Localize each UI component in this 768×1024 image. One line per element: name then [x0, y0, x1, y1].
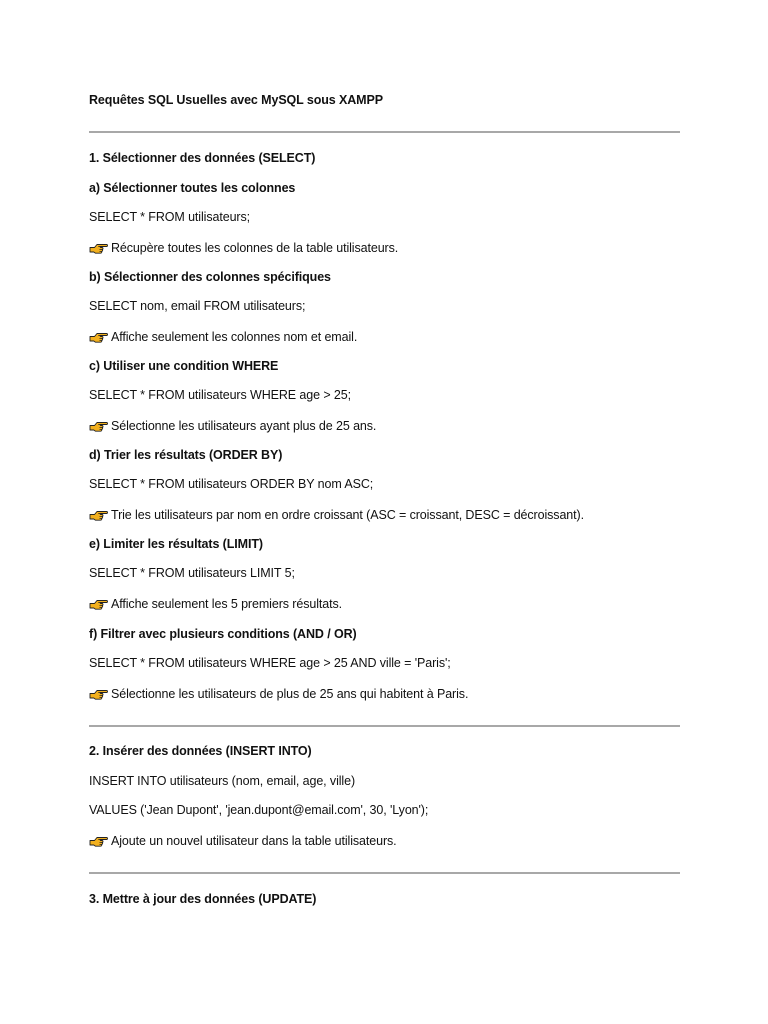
section-3-heading: 3. Mettre à jour des données (UPDATE) — [89, 892, 317, 906]
note-text: Affiche seulement les colonnes nom et email. — [111, 330, 358, 344]
note-line — [89, 418, 376, 434]
code-line: SELECT * FROM utilisateurs ORDER BY nom ASC; — [89, 477, 374, 491]
pointing-hand-icon — [89, 419, 108, 433]
divider — [89, 872, 680, 874]
note-text: Sélectionne les utilisateurs de plus de 25 ans qui habitent à Paris. — [111, 687, 469, 701]
note-line — [89, 240, 398, 256]
code-line: SELECT nom, email FROM utilisateurs; — [89, 299, 306, 313]
pointing-hand-icon — [89, 687, 108, 701]
document-title: Requêtes SQL Usuelles avec MySQL sous XAMPP — [89, 93, 383, 107]
pointing-hand-icon — [89, 508, 108, 522]
note-text: Ajoute un nouvel utilisateur dans la table utilisateurs. — [111, 834, 397, 848]
divider — [89, 131, 680, 133]
subsection-f-heading: f) Filtrer avec plusieurs conditions (AND / OR) — [89, 627, 357, 641]
section-2-heading: 2. Insérer des données (INSERT INTO) — [89, 744, 312, 758]
note-line — [89, 507, 584, 523]
note-text: Récupère toutes les colonnes de la table utilisateurs. — [111, 241, 399, 255]
note-text: Trie les utilisateurs par nom en ordre croissant (ASC = croissant, DESC = décroissant). — [111, 508, 584, 522]
pointing-hand-icon — [89, 597, 108, 611]
subsection-a-heading: a) Sélectionner toutes les colonnes — [89, 181, 296, 195]
subsection-e-heading: e) Limiter les résultats (LIMIT) — [89, 537, 263, 551]
code-line: SELECT * FROM utilisateurs WHERE age > 25; — [89, 388, 351, 402]
note-line — [89, 686, 468, 702]
note-line — [89, 833, 397, 849]
note-line — [89, 596, 342, 612]
subsection-d-heading: d) Trier les résultats (ORDER BY) — [89, 448, 283, 462]
note-text: Sélectionne les utilisateurs ayant plus de 25 ans. — [111, 419, 377, 433]
code-line: SELECT * FROM utilisateurs LIMIT 5; — [89, 566, 295, 580]
note-text: Affiche seulement les 5 premiers résultats. — [111, 597, 342, 611]
section-1-heading: 1. Sélectionner des données (SELECT) — [89, 151, 316, 165]
pointing-hand-icon — [89, 330, 108, 344]
subsection-b-heading: b) Sélectionner des colonnes spécifiques — [89, 270, 331, 284]
code-line: SELECT * FROM utilisateurs; — [89, 210, 251, 224]
pointing-hand-icon — [89, 241, 108, 255]
code-line: SELECT * FROM utilisateurs WHERE age > 25 AND ville = 'Paris'; — [89, 656, 451, 670]
divider — [89, 725, 680, 727]
note-line — [89, 329, 357, 345]
subsection-c-heading: c) Utiliser une condition WHERE — [89, 359, 279, 373]
pointing-hand-icon — [89, 834, 108, 848]
code-line: VALUES ('Jean Dupont', 'jean.dupont@email.com', 30, 'Lyon'); — [89, 803, 429, 817]
code-line: INSERT INTO utilisateurs (nom, email, age, ville) — [89, 774, 356, 788]
